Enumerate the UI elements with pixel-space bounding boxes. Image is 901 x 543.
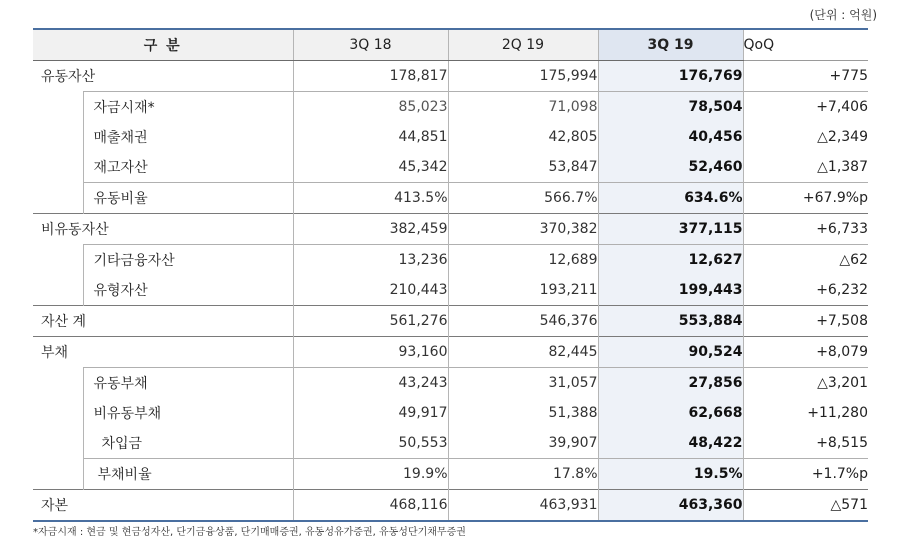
table-row	[33, 92, 868, 123]
cell-3q18: 45,342	[293, 152, 448, 183]
cell-qoq: +67.9%p	[743, 183, 868, 214]
table-row	[33, 275, 868, 306]
header-3q19: 3Q 19	[598, 29, 743, 61]
indent-cell	[33, 183, 83, 214]
cell-2q19: 193,211	[448, 275, 598, 306]
cell-3q18: 13,236	[293, 245, 448, 276]
cell-3q18: 210,443	[293, 275, 448, 306]
cell-3q19: 19.5%	[598, 459, 743, 490]
cell-2q19: 566.7%	[448, 183, 598, 214]
cell-3q19: 27,856	[598, 368, 743, 399]
cell-qoq: △2,349	[743, 122, 868, 152]
row-label: 부채비율	[83, 459, 293, 490]
table-row	[33, 459, 868, 490]
row-label: 유형자산	[83, 275, 293, 306]
indent-cell	[33, 428, 83, 459]
row-label: 비유동자산	[33, 214, 293, 245]
cell-3q19: 199,443	[598, 275, 743, 306]
header-2q19: 2Q 19	[448, 29, 598, 61]
cell-qoq: +11,280	[743, 398, 868, 428]
table-row	[33, 214, 868, 245]
cell-3q19: 553,884	[598, 306, 743, 337]
table-row	[33, 183, 868, 214]
cell-3q18: 44,851	[293, 122, 448, 152]
header-label: 구 분	[33, 29, 293, 61]
cell-qoq: △1,387	[743, 152, 868, 183]
cell-3q19: 52,460	[598, 152, 743, 183]
cell-3q18: 43,243	[293, 368, 448, 399]
cell-qoq: +8,079	[743, 337, 868, 368]
cell-3q19: 90,524	[598, 337, 743, 368]
cell-3q18: 50,553	[293, 428, 448, 459]
indent-cell	[33, 245, 83, 276]
table-row	[33, 398, 868, 428]
table-row	[33, 368, 868, 399]
indent-cell	[33, 459, 83, 490]
table-row	[33, 61, 868, 92]
row-label: 유동자산	[33, 61, 293, 92]
table-row	[33, 337, 868, 368]
indent-cell	[33, 368, 83, 399]
row-label: 자산 계	[33, 306, 293, 337]
financial-table	[33, 28, 868, 522]
cell-qoq: +7,406	[743, 92, 868, 123]
cell-qoq: △62	[743, 245, 868, 276]
row-label: 재고자산	[83, 152, 293, 183]
cell-3q18: 19.9%	[293, 459, 448, 490]
cell-3q19: 634.6%	[598, 183, 743, 214]
cell-2q19: 175,994	[448, 61, 598, 92]
cell-3q18: 85,023	[293, 92, 448, 123]
cell-3q18: 382,459	[293, 214, 448, 245]
cell-qoq: △571	[743, 490, 868, 522]
table-row	[33, 152, 868, 183]
cell-2q19: 546,376	[448, 306, 598, 337]
table-row	[33, 428, 868, 459]
cell-qoq: +7,508	[743, 306, 868, 337]
cell-3q18: 49,917	[293, 398, 448, 428]
cell-3q19: 463,360	[598, 490, 743, 522]
cell-2q19: 71,098	[448, 92, 598, 123]
table-row	[33, 122, 868, 152]
header-row	[33, 29, 868, 61]
row-label: 유동부채	[83, 368, 293, 399]
indent-cell	[33, 398, 83, 428]
row-label: 비유동부채	[83, 398, 293, 428]
cell-3q19: 377,115	[598, 214, 743, 245]
row-label: 부채	[33, 337, 293, 368]
table-row	[33, 306, 868, 337]
cell-2q19: 42,805	[448, 122, 598, 152]
cell-3q18: 413.5%	[293, 183, 448, 214]
cell-3q18: 561,276	[293, 306, 448, 337]
indent-cell	[33, 92, 83, 123]
cell-3q19: 62,668	[598, 398, 743, 428]
cell-2q19: 17.8%	[448, 459, 598, 490]
cell-qoq: +1.7%p	[743, 459, 868, 490]
indent-cell	[33, 122, 83, 152]
indent-cell	[33, 275, 83, 306]
header-3q18: 3Q 18	[293, 29, 448, 61]
cell-2q19: 12,689	[448, 245, 598, 276]
unit-label: (단위 : 억원)	[809, 8, 877, 22]
cell-qoq: +6,733	[743, 214, 868, 245]
cell-2q19: 51,388	[448, 398, 598, 428]
cell-3q18: 93,160	[293, 337, 448, 368]
row-label: 매출채권	[83, 122, 293, 152]
row-label: 유동비율	[83, 183, 293, 214]
row-label: 자금시재*	[83, 92, 293, 123]
row-label: 기타금융자산	[83, 245, 293, 276]
cell-3q18: 178,817	[293, 61, 448, 92]
footnote: *자금시재 : 현금 및 현금성자산, 단기금융상품, 단기매매증권, 유동성유가증권, 유동성단기채무증권	[33, 527, 466, 538]
cell-qoq: +8,515	[743, 428, 868, 459]
cell-2q19: 53,847	[448, 152, 598, 183]
indent-cell	[33, 152, 83, 183]
cell-3q19: 40,456	[598, 122, 743, 152]
cell-3q19: 48,422	[598, 428, 743, 459]
cell-2q19: 39,907	[448, 428, 598, 459]
cell-2q19: 31,057	[448, 368, 598, 399]
cell-3q19: 78,504	[598, 92, 743, 123]
cell-2q19: 463,931	[448, 490, 598, 522]
cell-3q19: 12,627	[598, 245, 743, 276]
cell-2q19: 82,445	[448, 337, 598, 368]
header-qoq: QoQ	[743, 29, 868, 61]
row-label: 자본	[33, 490, 293, 522]
table-row	[33, 490, 868, 522]
row-label: 차입금	[83, 428, 293, 459]
table-row	[33, 245, 868, 276]
cell-3q19: 176,769	[598, 61, 743, 92]
cell-3q18: 468,116	[293, 490, 448, 522]
cell-qoq: +6,232	[743, 275, 868, 306]
cell-2q19: 370,382	[448, 214, 598, 245]
cell-qoq: +775	[743, 61, 868, 92]
cell-qoq: △3,201	[743, 368, 868, 399]
